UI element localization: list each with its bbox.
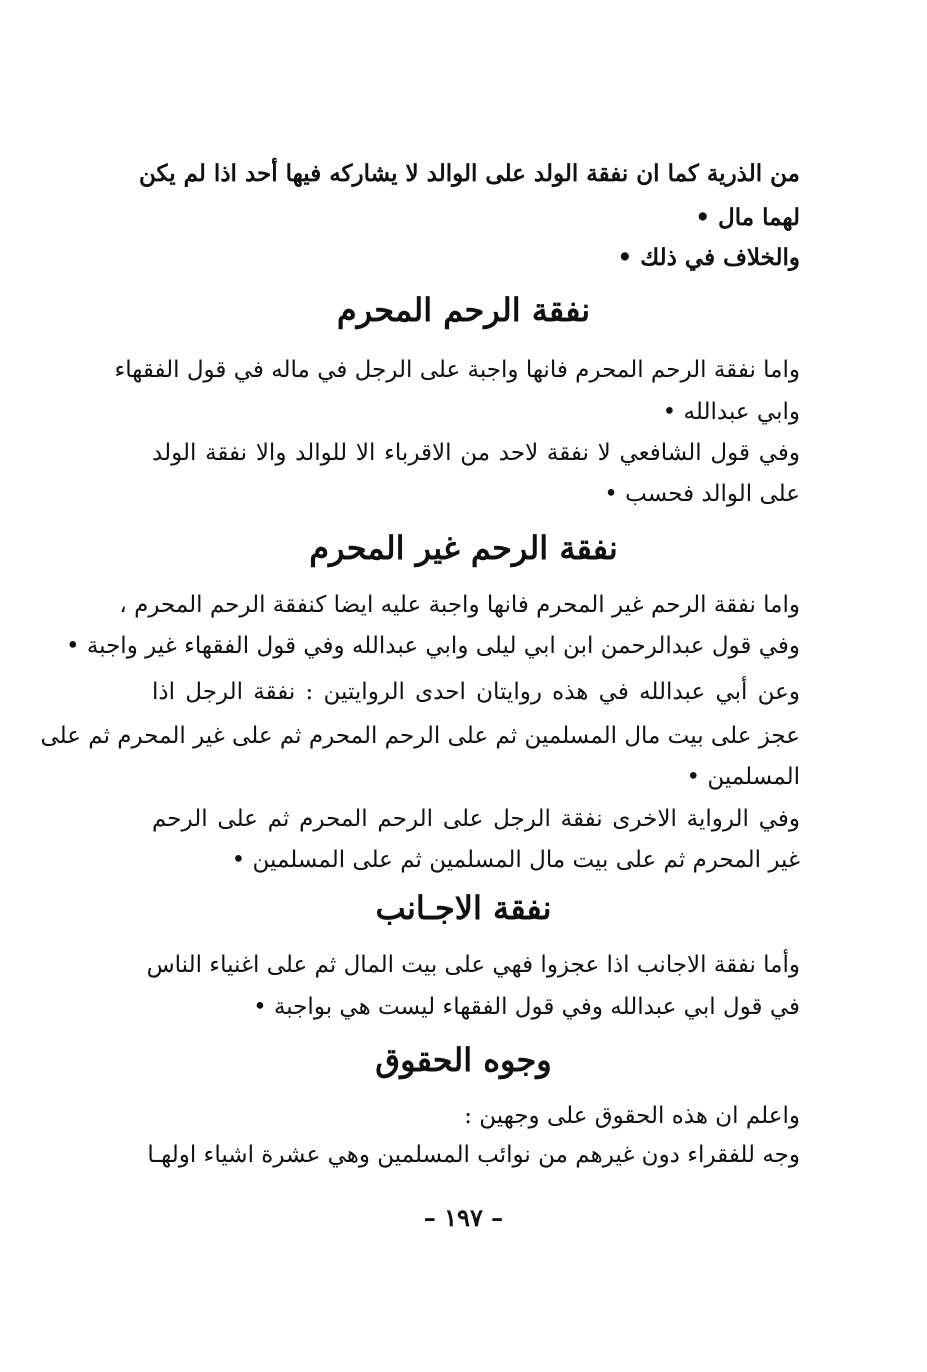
page-number: – ١٩٧ – (423, 1203, 504, 1232)
text-line-16: في قول ابي عبدالله وفي قول الفقهاء ليست هي بواجبة • (253, 994, 800, 1020)
section-heading-types-of-rights: وجوه الحقوق (375, 1041, 552, 1079)
text-line-8: واما نفقة الرحم غير المحرم فانها واجبة عليه ايضا كنفقة الرحم المحرم ، (119, 592, 800, 618)
text-line-18: وجه للفقراء دون غيرهم من نوائب المسلمين وهي عشرة اشياء اولهـا (147, 1142, 800, 1168)
text-line-11: عجز على بيت مال المسلمين ثم على الرحم المحرم ثم على غير المحرم ثم على (40, 723, 800, 749)
text-line-3: والخلاف في ذلك • (617, 244, 800, 271)
section-heading-strangers: نفقة الاجـانب (375, 889, 552, 927)
section-heading-close-kin: نفقة الرحم المحرم (336, 291, 591, 329)
text-line-12: المسلمين • (686, 764, 800, 790)
text-line-1: من الذرية كما ان نفقة الولد على الوالد لا يشاركه فيها أحد اذا لم يكن (138, 160, 800, 187)
text-line-4: واما نفقة الرحم المحرم فانها واجبة على الرجل في ماله في قول الفقهاء (114, 357, 800, 383)
text-line-2: لهما مال • (695, 204, 800, 231)
text-line-14: غير المحرم ثم على بيت مال المسلمين ثم على المسلمين • (231, 847, 800, 873)
text-line-7: على الوالد فحسب • (604, 481, 800, 507)
text-line-13: وفي الرواية الاخرى نفقة الرجل على الرحم المحرم ثم على الرحم (152, 806, 800, 832)
text-line-10: وعن أبي عبدالله في هذه روايتان احدى الروايتين : نفقة الرجل اذا (152, 679, 800, 705)
text-line-5: وابي عبدالله • (662, 399, 800, 425)
text-line-15: وأما نفقة الاجانب اذا عجزوا فهي على بيت المال ثم على اغنياء الناس (146, 952, 800, 978)
text-line-17: واعلم ان هذه الحقوق على وجهين : (464, 1103, 800, 1129)
text-line-6: وفي قول الشافعي لا نفقة لاحد من الاقرباء الا للوالد والا نفقة الولد (152, 440, 800, 466)
text-line-9: وفي قول عبدالرحمن ابن ابي ليلى وابي عبدالله وفي قول الفقهاء غير واجبة • (65, 633, 800, 659)
section-heading-non-close-kin: نفقة الرحم غير المحرم (309, 529, 618, 567)
